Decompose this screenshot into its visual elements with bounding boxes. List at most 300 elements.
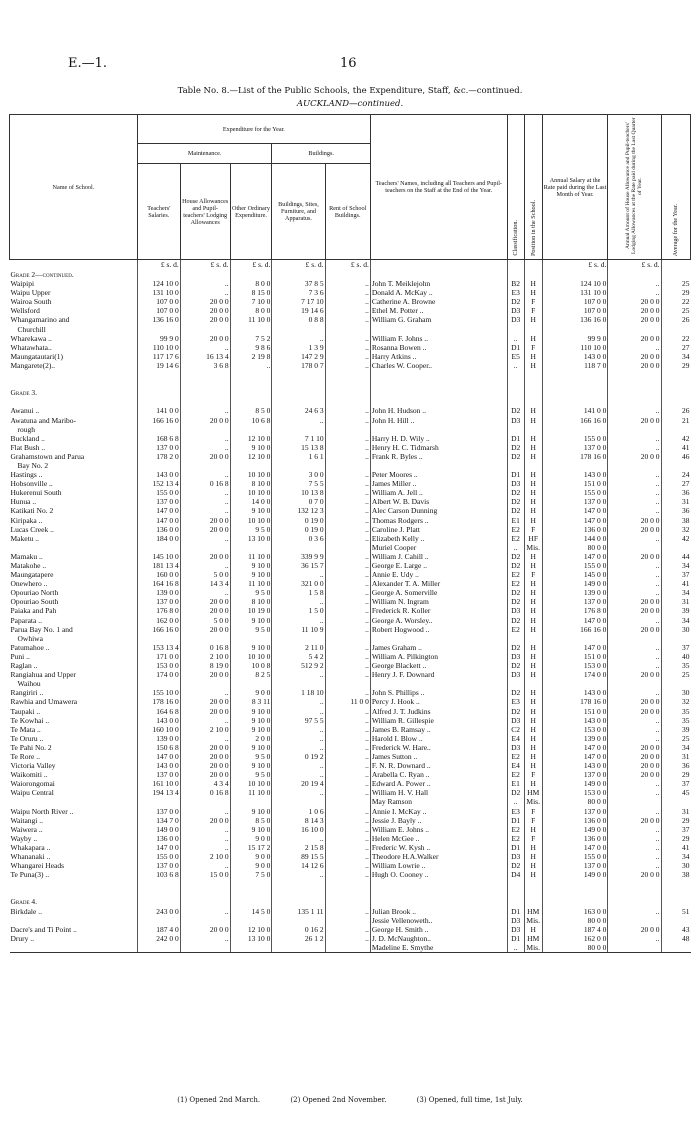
- buildings-cost: ..: [272, 697, 325, 706]
- school-name: Wharekawa ..: [10, 333, 52, 343]
- table-row: [10, 816, 691, 825]
- position: H: [524, 779, 542, 788]
- house-allowances: ..: [180, 907, 230, 916]
- house-allowances: ..: [180, 534, 230, 543]
- other-expenditure: 10 6 8: [230, 416, 272, 425]
- other-expenditure: 9 0 0: [230, 688, 272, 697]
- teacher-name: Ethel M. Potter ..: [370, 306, 507, 315]
- table-row: [10, 461, 691, 470]
- annual-salary: 187 4 0: [542, 925, 608, 934]
- table-body: [10, 260, 691, 953]
- annual-salary: 153 0 0: [542, 788, 608, 797]
- teachers-salaries: 107 0 0: [137, 297, 180, 306]
- teacher-name: William A. Jell ..: [370, 488, 507, 497]
- header-school-name: Name of School.: [10, 115, 138, 260]
- teachers-salaries: 141 0 0: [137, 406, 180, 415]
- teacher-name: Jessie Vellenoweth..: [370, 916, 507, 925]
- position: H: [524, 616, 542, 625]
- table-row: [10, 452, 691, 461]
- header-classification: Classification.: [507, 115, 524, 260]
- average-attendance: 45: [661, 788, 691, 797]
- house-allowances: 20 0 0: [180, 297, 230, 306]
- allowance-amount: ..: [608, 825, 661, 834]
- average-attendance: 26: [661, 315, 691, 324]
- spacer-row: [10, 370, 691, 379]
- school-name: Lucas Creek ..: [10, 524, 54, 534]
- house-allowances: ..: [180, 934, 230, 943]
- allowance-amount: 20 0 0: [608, 297, 661, 306]
- table-row: [10, 688, 691, 697]
- table-row: [10, 406, 691, 415]
- allowance-amount: ..: [608, 288, 661, 297]
- other-expenditure: 9 10 0: [230, 707, 272, 716]
- average-attendance: 25: [661, 734, 691, 743]
- teacher-name: Robert Hogwood ..: [370, 625, 507, 634]
- table-row: [10, 343, 691, 352]
- annual-salary: 136 0 0: [542, 834, 608, 843]
- average-attendance: 25: [661, 279, 691, 288]
- annual-salary: 136 16 0: [542, 315, 608, 324]
- annual-salary: 137 0 0: [542, 807, 608, 816]
- rent: ..: [325, 534, 370, 543]
- position: H: [524, 670, 542, 679]
- rent: ..: [325, 661, 370, 670]
- classification: ..: [507, 797, 524, 806]
- position: H: [524, 443, 542, 452]
- school-name: Waiwera ..: [10, 824, 43, 834]
- annual-salary: 131 10 0: [542, 288, 608, 297]
- other-expenditure: 9 10 0: [230, 716, 272, 725]
- position: F: [524, 343, 542, 352]
- spacer-row: [10, 397, 691, 406]
- school-name: Puni ..: [10, 651, 30, 661]
- unit-label: £ s. d.: [230, 260, 272, 271]
- rent: ..: [325, 843, 370, 852]
- table-row: [10, 606, 691, 615]
- allowance-amount: ..: [608, 834, 661, 843]
- classification: D3: [507, 306, 524, 315]
- average-attendance: 37: [661, 825, 691, 834]
- rent: ..: [325, 606, 370, 615]
- buildings-cost: 132 12 3: [272, 506, 325, 515]
- table-row: [10, 625, 691, 634]
- house-allowances: 20 0 0: [180, 770, 230, 779]
- header-expenditure: Expenditure for the Year.: [137, 115, 370, 144]
- school-name: Whatawhata..: [10, 342, 52, 352]
- school-name: Waihou: [17, 679, 41, 689]
- house-allowances: 20 0 0: [180, 334, 230, 343]
- buildings-cost: 0 3 6: [272, 534, 325, 543]
- teacher-name: James Miller ..: [370, 479, 507, 488]
- house-allowances: 20 0 0: [180, 525, 230, 534]
- teachers-salaries: 137 0 0: [137, 807, 180, 816]
- rent: ..: [325, 652, 370, 661]
- buildings-cost: 512 9 2: [272, 661, 325, 670]
- annual-salary: 166 16 0: [542, 625, 608, 634]
- buildings-cost: ..: [272, 870, 325, 879]
- classification: D3: [507, 916, 524, 925]
- position: Mis.: [524, 916, 542, 925]
- rent: ..: [325, 406, 370, 415]
- rent: ..: [325, 279, 370, 288]
- annual-salary: 151 0 0: [542, 479, 608, 488]
- header-annual-salary: Annual Salary at the Rate paid during the Last Month of Year.: [542, 115, 608, 260]
- average-attendance: 37: [661, 779, 691, 788]
- annual-salary: 143 0 0: [542, 352, 608, 361]
- annual-salary: 149 0 0: [542, 779, 608, 788]
- grade-heading-row: [10, 270, 691, 279]
- teacher-name: Caroline J. Platt: [370, 525, 507, 534]
- average-attendance: 51: [661, 907, 691, 916]
- allowance-amount: 20 0 0: [608, 770, 661, 779]
- teacher-name: Hugh O. Cooney ..: [370, 870, 507, 879]
- unit-label: £ s. d.: [325, 260, 370, 271]
- average-attendance: 42: [661, 434, 691, 443]
- teacher-name: May Ramson: [370, 797, 507, 806]
- teachers-salaries: 143 0 0: [137, 470, 180, 479]
- house-allowances: 20 0 0: [180, 416, 230, 425]
- house-allowances: 20 0 0: [180, 625, 230, 634]
- rent: ..: [325, 743, 370, 752]
- teacher-name: Alfred J. T. Judkins: [370, 707, 507, 716]
- allowance-amount: ..: [608, 443, 661, 452]
- classification: C2: [507, 725, 524, 734]
- other-expenditure: 9 10 0: [230, 807, 272, 816]
- classification: D2: [507, 788, 524, 797]
- school-name: Whangamarino and: [10, 315, 70, 325]
- teacher-name: Annie E. Udy ..: [370, 570, 507, 579]
- position: H: [524, 725, 542, 734]
- average-attendance: 34: [661, 352, 691, 361]
- classification: E3: [507, 807, 524, 816]
- teacher-name: William A. Pilkington: [370, 652, 507, 661]
- table-row: [10, 734, 691, 743]
- teachers-salaries: 178 16 0: [137, 697, 180, 706]
- buildings-cost: 19 14 6: [272, 306, 325, 315]
- annual-salary: 147 0 0: [542, 843, 608, 852]
- annual-salary: 155 0 0: [542, 488, 608, 497]
- buildings-cost: 24 6 3: [272, 406, 325, 415]
- school-name: Whangarei Heads: [10, 861, 65, 871]
- rent: ..: [325, 470, 370, 479]
- teacher-name: Peter Moores ..: [370, 470, 507, 479]
- allowance-amount: ..: [608, 406, 661, 415]
- position: H: [524, 707, 542, 716]
- other-expenditure: 9 5 0: [230, 588, 272, 597]
- house-allowances: 20 0 0: [180, 707, 230, 716]
- position: H: [524, 416, 542, 425]
- other-expenditure: 14 5 0: [230, 907, 272, 916]
- average-attendance: 41: [661, 579, 691, 588]
- house-allowances: 14 3 4: [180, 579, 230, 588]
- teachers-salaries: 160 10 0: [137, 725, 180, 734]
- allowance-amount: ..: [608, 734, 661, 743]
- allowance-amount: 20 0 0: [608, 416, 661, 425]
- average-attendance: 39: [661, 606, 691, 615]
- teacher-name: J. D. McNaughton..: [370, 934, 507, 943]
- teachers-salaries: 137 0 0: [137, 497, 180, 506]
- buildings-cost: 20 19 4: [272, 779, 325, 788]
- buildings-cost: 178 0 7: [272, 361, 325, 370]
- classification: D2: [507, 561, 524, 570]
- teachers-salaries: 124 10 0: [137, 279, 180, 288]
- teachers-salaries: 187 4 0: [137, 925, 180, 934]
- rent: ..: [325, 761, 370, 770]
- teacher-name: George A. Worsley..: [370, 616, 507, 625]
- classification: D2: [507, 406, 524, 415]
- rent: ..: [325, 315, 370, 324]
- other-expenditure: 9 10 0: [230, 506, 272, 515]
- table-row: [10, 634, 691, 643]
- school-name: Waipu North River ..: [10, 806, 74, 816]
- position: H: [524, 652, 542, 661]
- position: H: [524, 506, 542, 515]
- teachers-salaries: 137 0 0: [137, 597, 180, 606]
- house-allowances: 4 3 4: [180, 779, 230, 788]
- house-allowances: ..: [180, 497, 230, 506]
- classification: D1: [507, 470, 524, 479]
- school-name: Wayby ..: [10, 833, 38, 843]
- table-row: [10, 334, 691, 343]
- annual-salary: 147 0 0: [542, 752, 608, 761]
- annual-salary: 99 9 0: [542, 334, 608, 343]
- annual-salary: 149 0 0: [542, 825, 608, 834]
- annual-salary: 137 0 0: [542, 770, 608, 779]
- annual-salary: 147 0 0: [542, 743, 608, 752]
- average-attendance: 36: [661, 506, 691, 515]
- header-buildings: Buildings.: [272, 144, 370, 164]
- header-rent: Rent of School Buildings.: [325, 164, 370, 260]
- buildings-cost: ..: [272, 416, 325, 425]
- average-attendance: 22: [661, 334, 691, 343]
- annual-salary: 136 0 0: [542, 525, 608, 534]
- school-name: rough: [17, 424, 35, 434]
- teacher-name: William F. Johns ..: [370, 334, 507, 343]
- table-row: [10, 752, 691, 761]
- other-expenditure: 9 5 0: [230, 770, 272, 779]
- classification: E2: [507, 534, 524, 543]
- rent: 11 0 0: [325, 697, 370, 706]
- classification: D2: [507, 707, 524, 716]
- buildings-cost: 7 1 10: [272, 434, 325, 443]
- allowance-amount: 20 0 0: [608, 352, 661, 361]
- average-attendance: 40: [661, 652, 691, 661]
- other-expenditure: 9 0 0: [230, 861, 272, 870]
- classification: E3: [507, 288, 524, 297]
- other-expenditure: 9 5 0: [230, 752, 272, 761]
- classification: D3: [507, 743, 524, 752]
- allowance-amount: ..: [608, 579, 661, 588]
- annual-salary: 149 0 0: [542, 579, 608, 588]
- classification: E2: [507, 570, 524, 579]
- buildings-cost: 0 19 2: [272, 752, 325, 761]
- grade-heading-row: [10, 388, 691, 397]
- rent: ..: [325, 334, 370, 343]
- teacher-name: Edward A. Power ..: [370, 779, 507, 788]
- classification: D3: [507, 670, 524, 679]
- position: HM: [524, 907, 542, 916]
- teacher-name: Annie I. McKay ..: [370, 807, 507, 816]
- buildings-cost: 37 8 5: [272, 279, 325, 288]
- other-expenditure: 8 0 0: [230, 279, 272, 288]
- annual-salary: 147 0 0: [542, 616, 608, 625]
- house-allowances: ..: [180, 506, 230, 515]
- table-row: [10, 943, 691, 953]
- teachers-salaries: 147 0 0: [137, 752, 180, 761]
- table-row: [10, 679, 691, 688]
- allowance-amount: 20 0 0: [608, 670, 661, 679]
- position: H: [524, 852, 542, 861]
- school-name: Matakohe ..: [10, 561, 47, 570]
- other-expenditure: 12 10 0: [230, 925, 272, 934]
- average-attendance: 34: [661, 588, 691, 597]
- grade-heading: Grade 3.: [10, 388, 38, 398]
- rent: ..: [325, 488, 370, 497]
- teacher-name: Arabella C. Ryan ..: [370, 770, 507, 779]
- table-row: [10, 434, 691, 443]
- house-allowances: ..: [180, 279, 230, 288]
- classification: E4: [507, 761, 524, 770]
- annual-salary: 137 0 0: [542, 861, 608, 870]
- buildings-cost: 10 13 8: [272, 488, 325, 497]
- buildings-cost: 89 15 5: [272, 852, 325, 861]
- classification: ..: [507, 361, 524, 370]
- position: H: [524, 743, 542, 752]
- annual-salary: 137 0 0: [542, 497, 608, 506]
- average-attendance: 29: [661, 816, 691, 825]
- school-name: Raglan ..: [10, 661, 38, 671]
- average-attendance: 21: [661, 416, 691, 425]
- average-attendance: 38: [661, 516, 691, 525]
- house-allowances: 20 0 0: [180, 761, 230, 770]
- buildings-cost: ..: [272, 834, 325, 843]
- annual-salary: 153 0 0: [542, 725, 608, 734]
- rent: ..: [325, 716, 370, 725]
- teachers-salaries: 149 0 0: [137, 825, 180, 834]
- annual-salary: 174 0 0: [542, 670, 608, 679]
- rent: ..: [325, 570, 370, 579]
- school-name: Birkdale ..: [10, 906, 42, 916]
- school-name: Parua Bay No. 1 and: [10, 624, 73, 634]
- position: H: [524, 352, 542, 361]
- teacher-name: Donald A. McKay ..: [370, 288, 507, 297]
- school-name: Drury ..: [10, 933, 35, 943]
- classification: D2: [507, 506, 524, 515]
- buildings-cost: 0 19 0: [272, 516, 325, 525]
- school-name: Dacre's and Ti Point ..: [10, 924, 77, 934]
- rent: ..: [325, 552, 370, 561]
- table-row: [10, 470, 691, 479]
- position: H: [524, 661, 542, 670]
- footnotes: [0, 1096, 700, 1104]
- average-attendance: 26: [661, 406, 691, 415]
- teacher-name: Henry J. F. Downard: [370, 670, 507, 679]
- annual-salary: 155 0 0: [542, 561, 608, 570]
- other-expenditure: 8 5 0: [230, 406, 272, 415]
- annual-salary: 178 16 0: [542, 452, 608, 461]
- school-name: Waiorongomai: [10, 779, 55, 789]
- house-allowances: ..: [180, 688, 230, 697]
- rent: ..: [325, 852, 370, 861]
- position: F: [524, 525, 542, 534]
- other-expenditure: 15 17 2: [230, 843, 272, 852]
- average-attendance: 29: [661, 834, 691, 843]
- school-name: Wellsford: [10, 306, 40, 316]
- house-allowances: 2 10 0: [180, 725, 230, 734]
- teachers-salaries: 137 0 0: [137, 861, 180, 870]
- allowance-amount: ..: [608, 661, 661, 670]
- table-row: [10, 779, 691, 788]
- teacher-name: George H. Smith ..: [370, 925, 507, 934]
- table-row: [10, 534, 691, 543]
- annual-salary: 147 0 0: [542, 506, 608, 515]
- teacher-name: John S. Phillips ..: [370, 688, 507, 697]
- house-allowances: 20 0 0: [180, 597, 230, 606]
- other-expenditure: 9 10 0: [230, 570, 272, 579]
- rent: ..: [325, 588, 370, 597]
- teacher-name: Theodore H.A.Walker: [370, 852, 507, 861]
- position: F: [524, 834, 542, 843]
- classification: D3: [507, 925, 524, 934]
- school-name: Whananaki ..: [10, 852, 51, 861]
- average-attendance: 31: [661, 497, 691, 506]
- school-name: Hukerenui South: [10, 488, 62, 498]
- school-name: Opouriao North: [10, 588, 59, 598]
- classification: E2: [507, 770, 524, 779]
- average-attendance: 35: [661, 716, 691, 725]
- table-row: [10, 561, 691, 570]
- classification: D3: [507, 416, 524, 425]
- table-row: [10, 716, 691, 725]
- teacher-name: William R. Gillespie: [370, 716, 507, 725]
- teacher-name: John H. Hill ..: [370, 416, 507, 425]
- allowance-amount: ..: [608, 588, 661, 597]
- average-attendance: 34: [661, 852, 691, 861]
- annual-salary: 155 0 0: [542, 852, 608, 861]
- house-allowances: 5 0 0: [180, 570, 230, 579]
- table-row: [10, 725, 691, 734]
- rent: ..: [325, 516, 370, 525]
- classification: D2: [507, 443, 524, 452]
- position: H: [524, 870, 542, 879]
- classification: D3: [507, 852, 524, 861]
- annual-salary: 107 0 0: [542, 297, 608, 306]
- other-expenditure: 13 10 0: [230, 534, 272, 543]
- position: H: [524, 470, 542, 479]
- footnote: (2) Opened 2nd November.: [290, 1096, 387, 1104]
- other-expenditure: 12 10 0: [230, 452, 272, 461]
- teachers-salaries: 171 0 0: [137, 652, 180, 661]
- buildings-cost: 36 15 7: [272, 561, 325, 570]
- teachers-salaries: 155 0 0: [137, 488, 180, 497]
- table-row: [10, 697, 691, 706]
- allowance-amount: 20 0 0: [608, 625, 661, 634]
- school-name: Mangarete(2)..: [10, 360, 56, 370]
- position: H: [524, 861, 542, 870]
- teacher-name: Harold I. Blow ..: [370, 734, 507, 743]
- other-expenditure: 9 10 0: [230, 725, 272, 734]
- rent: ..: [325, 361, 370, 370]
- house-allowances: ..: [180, 825, 230, 834]
- teachers-salaries: 155 10 0: [137, 688, 180, 697]
- position: H: [524, 561, 542, 570]
- house-allowances: ..: [180, 470, 230, 479]
- allowance-amount: ..: [608, 534, 661, 543]
- other-expenditure: 11 10 0: [230, 552, 272, 561]
- other-expenditure: 9 10 0: [230, 825, 272, 834]
- average-attendance: 41: [661, 443, 691, 452]
- buildings-cost: 0 19 0: [272, 525, 325, 534]
